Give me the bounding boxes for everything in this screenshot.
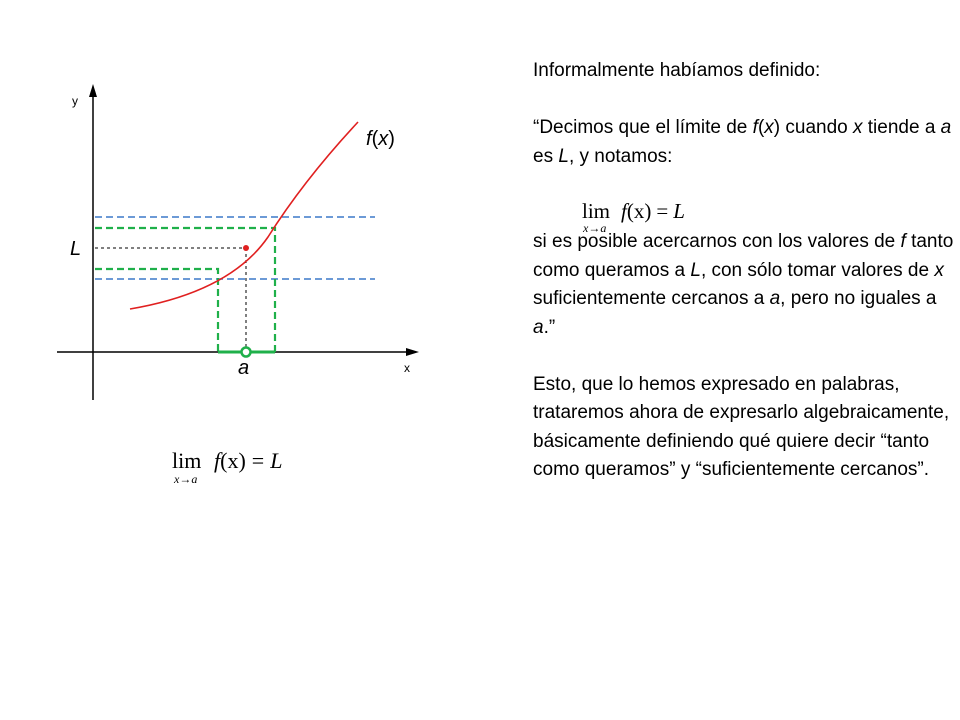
formula2-sub-a: a <box>600 221 607 235</box>
cond-a1: a <box>769 288 781 309</box>
function-curve <box>130 122 358 309</box>
formula-arg: (x) <box>220 448 246 473</box>
def-part-g: , y notamos: <box>568 145 673 167</box>
formula2-sub-x: x <box>583 221 589 235</box>
formula2-body <box>621 199 685 223</box>
cond-part-b: tanto como queramos a <box>533 231 954 281</box>
formula2-arg: (x) <box>626 199 652 223</box>
cond-part-a: si es posible acercarnos con los valores de <box>533 231 901 252</box>
function-label-close: ) <box>388 128 395 150</box>
function-label <box>366 128 395 150</box>
formula2-lim: lim <box>582 199 611 223</box>
a-point <box>242 348 251 357</box>
cond-part-e: , pero no iguales a <box>780 288 937 309</box>
function-label-open: ( <box>371 128 379 150</box>
formula-sub-a: a <box>191 472 198 486</box>
cond-part-g: .” <box>543 316 556 338</box>
formula2-f: f <box>621 199 627 223</box>
cond-L: L <box>690 259 701 281</box>
function-label-x: x <box>378 128 389 150</box>
y-axis-arrow <box>89 84 97 97</box>
delta-lower-bracket <box>95 269 218 352</box>
def-part-e: es <box>533 145 559 167</box>
formula2-L: L <box>673 199 685 223</box>
limit-point <box>243 245 249 251</box>
formula-body <box>214 448 282 473</box>
formula-L: L <box>270 448 283 473</box>
formula-lim: lim <box>172 448 202 473</box>
conclusion-text: Esto, que lo hemos expresado en palabras, trataremos ahora de expresarlo algebraicamente, básicamente definiendo qué quiere decir “tanto como queramos” y “suficientemente cercanos”. <box>533 373 950 480</box>
intro-text: Informalmente habíamos definido: <box>533 60 821 81</box>
def-L: L <box>558 145 569 167</box>
formula2-subscript <box>582 221 606 235</box>
L-label: L <box>70 238 82 260</box>
def-x1: x <box>764 117 774 138</box>
formula2-sub-arrow: → <box>588 221 601 235</box>
limit-formula-text <box>580 194 720 238</box>
definition-text <box>533 57 955 485</box>
def-f: f <box>752 117 758 138</box>
formula-sub-x: x <box>174 472 180 486</box>
formula-subscript <box>173 472 197 486</box>
def-x2: x <box>853 117 863 138</box>
def-part-a: “Decimos que el límite de <box>533 117 753 138</box>
cond-part-c: , con sólo tomar valores de <box>700 259 935 281</box>
formula-eq: = <box>251 448 265 473</box>
x-axis-label: x <box>404 361 410 375</box>
cond-part-d: suficientemente cercanos a <box>533 288 770 309</box>
def-part-b: ( <box>757 117 765 138</box>
informal-definition <box>533 114 955 171</box>
cond-f: f <box>900 231 906 252</box>
formula-f: f <box>214 448 221 473</box>
formula-sub-arrow: → <box>179 472 192 486</box>
formula2-eq: = <box>656 199 669 223</box>
def-part-c: ) cuando <box>773 117 853 138</box>
cond-x: x <box>934 259 944 281</box>
a-label: a <box>238 357 250 379</box>
def-part-d: tiende a <box>862 117 941 138</box>
function-label-f: f <box>366 128 372 150</box>
condition-text <box>533 228 955 342</box>
y-axis-label: y <box>72 94 78 108</box>
cond-a2: a <box>533 316 544 338</box>
def-a: a <box>940 117 952 138</box>
limit-formula-graph <box>172 448 282 486</box>
x-axis-arrow <box>406 348 419 356</box>
